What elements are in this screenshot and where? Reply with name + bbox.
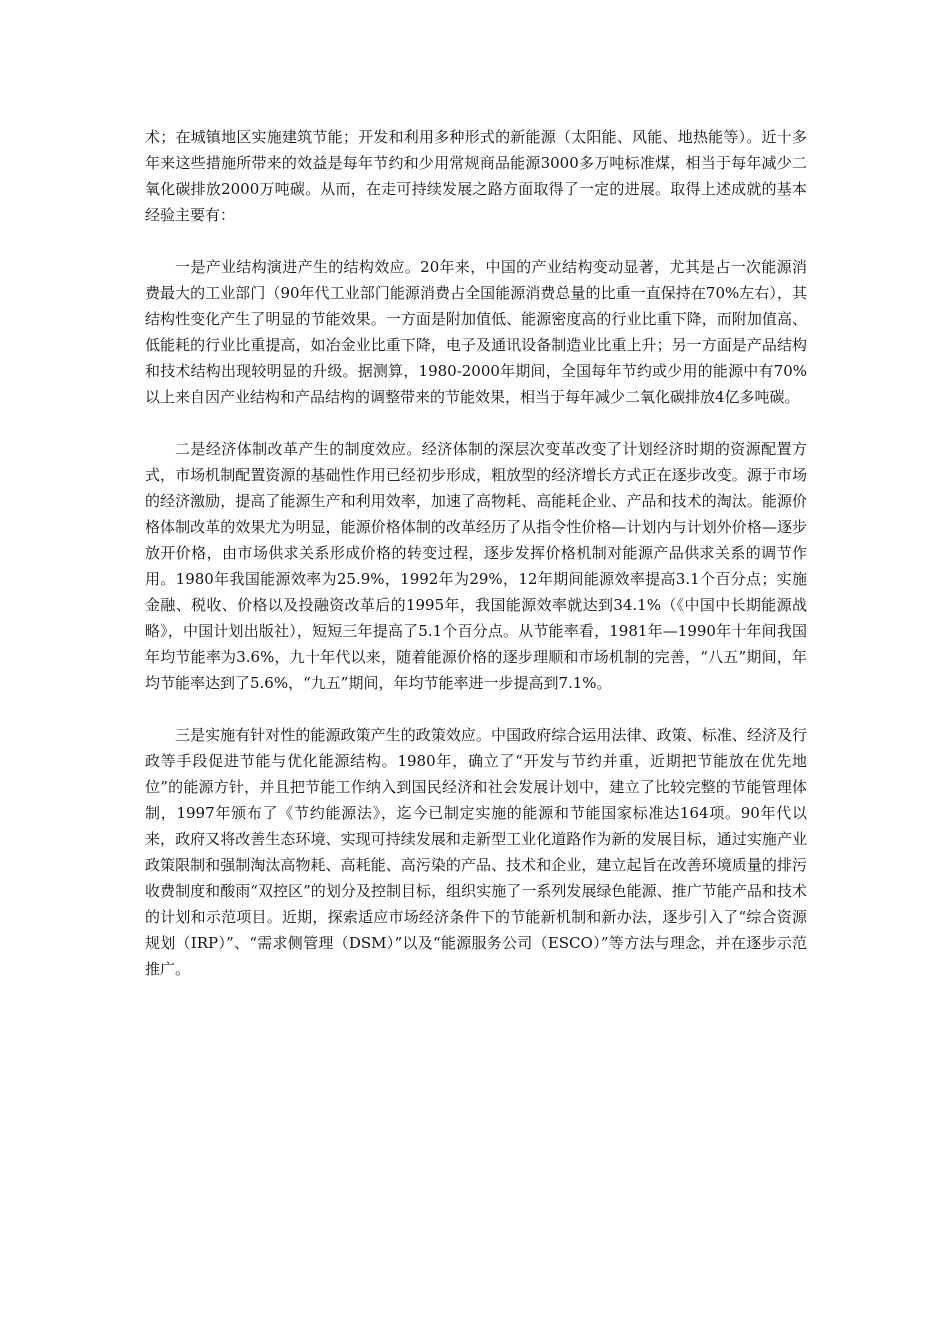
document-body [145,124,807,1008]
paragraph-policy-effect: 三是实施有针对性的能源政策产生的政策效应。中国政府综合运用法律、政策、标准、经济及行政等手段促进节能与优化能源结构。1980年，确立了“开发与节约并重，近期把节能放在优先地位”的能源方针，并且把节能工作纳入到国民经济和社会发展计划中，建立了比较完整的节能管理体制，1997年颁布了《节约能源法》，迄今已制定实施的能源和节能国家标准达164项。90年代以来，政府又将改善生态环境、实现可持续发展和走新型工业化道路作为新的发展目标，通过实施产业政策限制和强制淘汰高物耗、高耗能、高污染的产品、技术和企业，建立起旨在改善环境质量的排污收费制度和酸雨“双控区”的划分及控制目标，组织实施了一系列发展绿色能源、推广节能产品和技术的计划和示范项目。近期，探索适应市场经济条件下的节能新机制和新办法，逐步引入了“综合资源规划（IRP）”、“需求侧管理（DSM）”以及“能源服务公司（ESCO）”等方法与理念，并在逐步示范推广。 [145,726,807,978]
paragraph-continuation: 术；在城镇地区实施建筑节能；开发和利用多种形式的新能源（太阳能、风能、地热能等）。近十多年来这些措施所带来的效益是每年节约和少用常规商品能源3000多万吨标准煤，相当于每年减少二氧化碳排放2000万吨碳。从而，在走可持续发展之路方面取得了一定的进展。取得上述成就的基本经验主要有： [145,128,807,224]
paragraph-institutional-effect: 二是经济体制改革产生的制度效应。经济体制的深层次变革改变了计划经济时期的资源配置方式，市场机制配置资源的基础性作用已经初步形成，粗放型的经济增长方式正在逐步改变。源于市场的经济激励，提高了能源生产和利用效率，加速了高物耗、高能耗企业、产品和技术的淘汰。能源价格体制改革的效果尤为明显，能源价格体制的改革经历了从指令性价格—计划内与计划外价格—逐步放开价格，由市场供求关系形成价格的转变过程，逐步发挥价格机制对能源产品供求关系的调节作用。1980年我国能源效率为25.9%，1992年为29%，12年期间能源效率提高3.1个百分点；实施金融、税收、价格以及投融资改革后的1995年，我国能源效率就达到34.1%（《中国中长期能源战略》，中国计划出版社），短短三年提高了5.1个百分点。从节能率看，1981年—1990年十年间我国年均节能率为3.6%，九十年代以来，随着能源价格的逐步理顺和市场机制的完善，“八五”期间，年均节能率达到了5.6%，“九五”期间，年均节能率进一步提高到7.1%。 [145,440,807,692]
paragraph-structural-effect: 一是产业结构演进产生的结构效应。20年来，中国的产业结构变动显著，尤其是占一次能源消费最大的工业部门（90年代工业部门能源消费占全国能源消费总量的比重一直保持在70%左右），其结构性变化产生了明显的节能效果。一方面是附加值低、能源密度高的行业比重下降，而附加值高、低能耗的行业比重提高，如冶金业比重下降，电子及通讯设备制造业比重上升；另一方面是产品结构和技术结构出现较明显的升级。据测算，1980-2000年期间，全国每年节约或少用的能源中有70%以上来自因产业结构和产品结构的调整带来的节能效果，相当于每年减少二氧化碳排放4亿多吨碳。 [145,258,807,406]
